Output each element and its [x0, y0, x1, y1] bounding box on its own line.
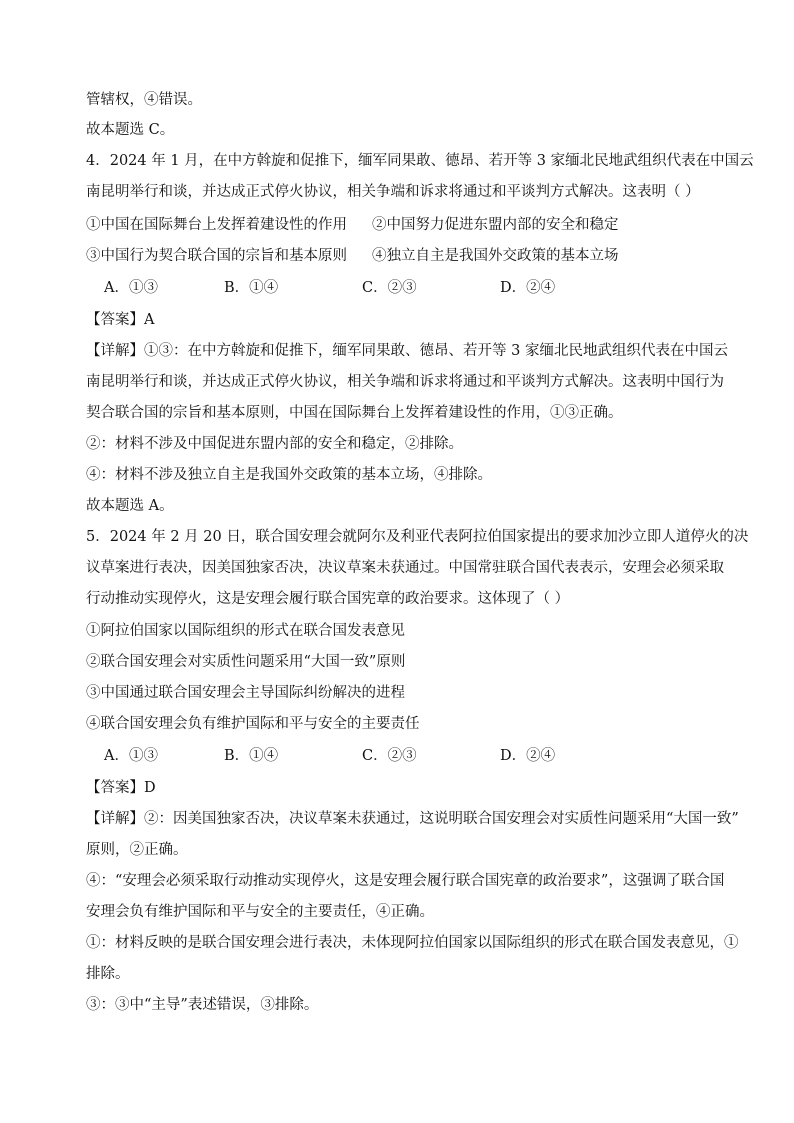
- q5-option-c: C．②③: [362, 748, 417, 764]
- q4-explanation: 契合联合国的宗旨和基本原则，中国在国际舞台上发挥着建设性的作用，①③正确。: [86, 405, 623, 421]
- q5-option-a: A．①③: [104, 748, 158, 764]
- q5-statement-3: ③中国通过联合国安理会主导国际纠纷解决的进程: [86, 685, 405, 701]
- q4-statement-1: ①中国在国际舞台上发挥着建设性的作用: [86, 217, 347, 233]
- q4-option-a: A．①③: [104, 280, 158, 296]
- q4-statement-4: ④独立自主是我国外交政策的基本立场: [372, 248, 619, 264]
- q5-option-b: B．①④: [224, 748, 279, 764]
- q5-explanation: ①：材料反映的是联合国安理会进行表决，未体现阿拉伯国家以国际组织的形式在联合国发表意见，①: [86, 935, 739, 951]
- q4-explanation: ②：材料不涉及中国促进东盟内部的安全和稳定，②排除。: [86, 436, 463, 452]
- q4-option-d: D．②④: [500, 280, 556, 296]
- question-5-stem: 议草案进行表决，因美国独家否决，决议草案未获通过。中国常驻联合国代表表示，安理会必须采取: [86, 560, 724, 576]
- q5-statement-2: ②联合国安理会对实质性问题采用“大国一致”原则: [86, 654, 406, 670]
- q4-statement-2: ②中国努力促进东盟内部的安全和稳定: [372, 217, 619, 233]
- q4-option-c: C．②③: [362, 280, 417, 296]
- text-line: 管辖权，④错误。: [86, 92, 202, 108]
- q4-answer: 【答案】A: [86, 312, 155, 328]
- q5-statement-4: ④联合国安理会负有维护国际和平与安全的主要责任: [86, 716, 420, 732]
- q5-explanation: 安理会负有维护国际和平与安全的主要责任，④正确。: [86, 904, 434, 920]
- q4-explanation: 南昆明举行和谈，并达成正式停火协议，相关争端和诉求将通过和平谈判方式解决。这表明中国行为: [86, 374, 724, 390]
- q4-explanation: 【详解】①③：在中方斡旋和促推下，缅军同果敢、德昂、若开等 3 家缅北民地武组织代表在中国云: [86, 343, 728, 359]
- q4-explanation: ④：材料不涉及独立自主是我国外交政策的基本立场，④排除。: [86, 467, 492, 483]
- q5-explanation: ③：③中“主导”表述错误，③排除。: [86, 997, 319, 1013]
- question-4-stem: 南昆明举行和谈，并达成正式停火协议，相关争端和诉求将通过和平谈判方式解决。这表明（ ）: [86, 184, 700, 200]
- q5-explanation: 【详解】②：因美国独家否决，决议草案未获通过，这说明联合国安理会对实质性问题采用“大国一致”: [86, 811, 739, 827]
- q4-conclusion: 故本题选 A。: [86, 498, 174, 514]
- text-line: 故本题选 C。: [86, 122, 175, 138]
- q5-answer: 【答案】D: [86, 780, 156, 796]
- question-5-stem: 5．2024 年 2 月 20 日，联合国安理会就阿尔及利亚代表阿拉伯国家提出的要求加沙立即人道停火的决: [86, 529, 749, 545]
- question-5-stem: 行动推动实现停火，这是安理会履行联合国宪章的政治要求。这体现了（ ）: [86, 591, 570, 607]
- q4-option-b: B．①④: [224, 280, 279, 296]
- q5-statement-1: ①阿拉伯国家以国际组织的形式在联合国发表意见: [86, 623, 405, 639]
- q5-explanation: 原则，②正确。: [86, 842, 188, 858]
- q5-option-d: D．②④: [500, 748, 556, 764]
- question-4-stem: 4．2024 年 1 月，在中方斡旋和促推下，缅军同果敢、德昂、若开等 3 家缅北民地武组织代表在中国云: [86, 153, 754, 169]
- q5-explanation: ④：“安理会必须采取行动推动实现停火，这是安理会履行联合国宪章的政治要求”，这强调了联合国: [86, 873, 725, 889]
- q4-statement-3: ③中国行为契合联合国的宗旨和基本原则: [86, 248, 347, 264]
- q5-explanation: 排除。: [86, 966, 130, 982]
